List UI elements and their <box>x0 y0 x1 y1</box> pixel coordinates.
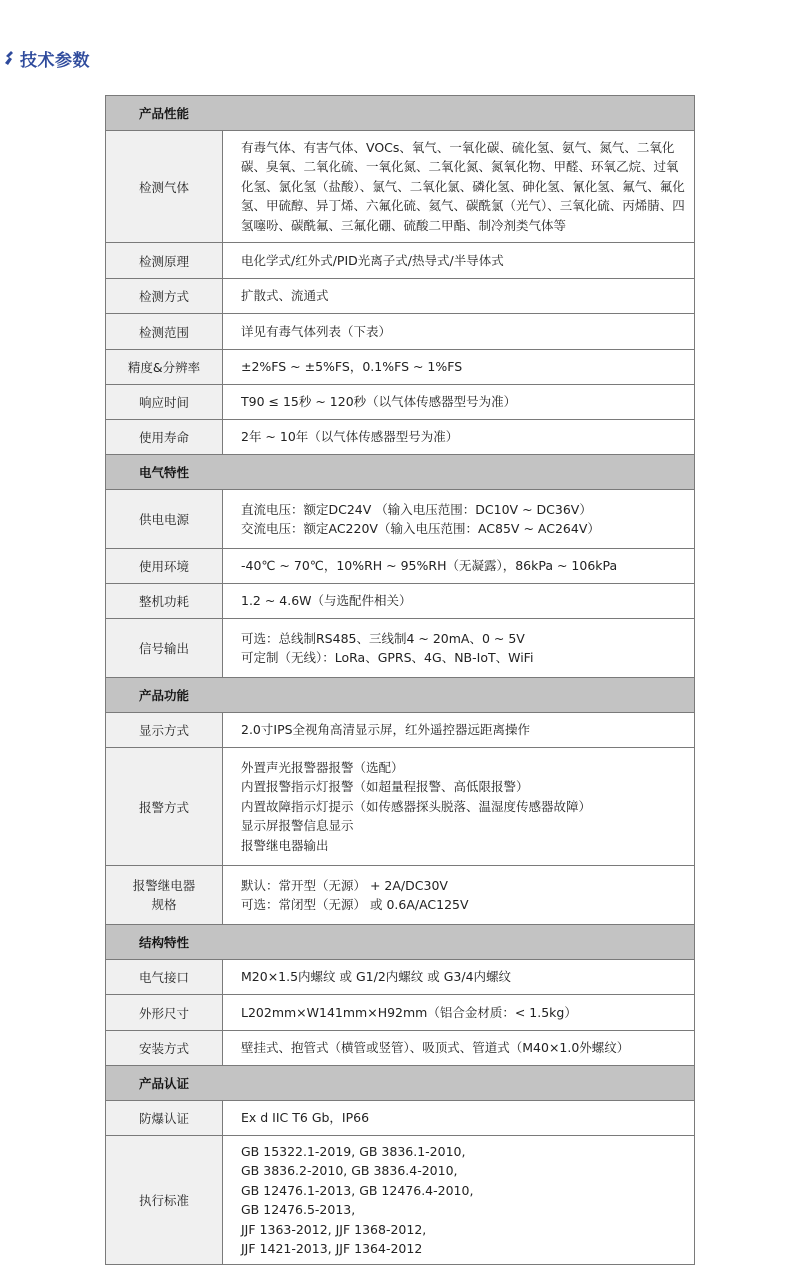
spec-value <box>223 314 695 350</box>
section-header <box>106 1066 695 1101</box>
spec-label: 信号输出 <box>106 619 223 678</box>
spec-row <box>106 314 695 350</box>
spec-value <box>223 866 695 925</box>
spec-label: 检测范围 <box>106 314 223 350</box>
spec-value-line: T90 ≤ 15秒 ~ 120秒（以气体传感器型号为准） <box>241 394 517 410</box>
spec-value <box>223 1031 695 1066</box>
section-header <box>106 925 695 960</box>
spec-value-line: 2.0寸IPS全视角高清显示屏，红外遥控器远距离操作 <box>241 722 531 738</box>
spec-row <box>106 995 695 1031</box>
spec-label: 安装方式 <box>106 1031 223 1066</box>
spec-row <box>106 713 695 748</box>
spec-label: 电气接口 <box>106 960 223 995</box>
section-title <box>2 46 90 70</box>
spec-label: 使用环境 <box>106 549 223 584</box>
spec-value-line: M20×1.5内螺纹 或 G1/2内螺纹 或 G3/4内螺纹 <box>241 969 512 985</box>
spec-row <box>106 420 695 455</box>
section-header-label: 结构特性 <box>106 925 695 960</box>
spec-value <box>223 584 695 619</box>
section-header <box>106 455 695 490</box>
spec-label: 外形尺寸 <box>106 995 223 1031</box>
spec-value-line: 内置故障指示灯提示（如传感器探头脱落、温湿度传感器故障） <box>241 798 592 814</box>
spec-value <box>223 1136 695 1265</box>
spec-value-line: 可选：总线制RS485、三线制4 ~ 20mA、0 ~ 5V <box>241 630 525 646</box>
spec-value-line: -40℃ ~ 70℃，10%RH ~ 95%RH（无凝露），86kPa ~ 106kPa <box>241 558 618 574</box>
spec-value <box>223 1101 695 1136</box>
spec-value-line: 内置报警指示灯报警（如超量程报警、高低限报警） <box>241 779 529 795</box>
spec-value-line: 可选：常闭型（无源） 或 0.6A/AC125V <box>241 897 469 912</box>
spec-row <box>106 279 695 314</box>
spec-value <box>223 490 695 549</box>
spec-row <box>106 243 695 279</box>
spec-value-line: 详见有毒气体列表（下表） <box>241 323 392 339</box>
spec-value <box>223 131 695 243</box>
spec-value-line: GB 15322.1-2019, GB 3836.1-2010, <box>241 1143 466 1159</box>
spec-label: 响应时间 <box>106 385 223 420</box>
spec-label: 检测原理 <box>106 243 223 279</box>
spec-value <box>223 713 695 748</box>
section-header <box>106 96 695 131</box>
spec-label-line: 报警继电器 <box>132 878 196 893</box>
spec-value-line: GB 3836.2-2010, GB 3836.4-2010, <box>241 1163 458 1178</box>
spec-row <box>106 350 695 385</box>
spec-label-line: 规格 <box>151 897 177 912</box>
spec-value-line: JJF 1421-2013, JJF 1364-2012 <box>241 1241 423 1256</box>
spec-value-line: 交流电压：额定AC220V（输入电压范围：AC85V ~ AC264V） <box>241 521 600 536</box>
spec-label: 报警方式 <box>106 748 223 866</box>
spec-row <box>106 131 695 243</box>
spec-value <box>223 420 695 455</box>
spec-value-line: 壁挂式、抱管式（横管或竖管）、吸顶式、管道式（M40×1.0外螺纹） <box>241 1040 630 1056</box>
spec-table <box>105 95 695 1265</box>
spec-label: 检测气体 <box>106 131 223 243</box>
page-title: 技术参数 <box>20 50 90 71</box>
spec-value-line: GB 12476.5-2013, <box>241 1202 356 1217</box>
section-header-label: 电气特性 <box>106 455 695 490</box>
spec-value-line: Ex d IIC T6 Gb，IP66 <box>241 1110 370 1126</box>
wrench-icon <box>2 49 16 67</box>
spec-value-line: 默认：常开型（无源） + 2A/DC30V <box>241 877 448 893</box>
spec-value <box>223 995 695 1031</box>
spec-value-line: GB 12476.1-2013, GB 12476.4-2010, <box>241 1182 474 1198</box>
spec-value-line: ±2%FS ~ ±5%FS，0.1%FS ~ 1%FS <box>241 359 463 375</box>
spec-label: 整机功耗 <box>106 584 223 619</box>
section-header-label: 产品功能 <box>106 678 695 713</box>
section-header <box>106 678 695 713</box>
spec-value-line: 1.2 ~ 4.6W（与选配件相关） <box>241 593 412 609</box>
spec-label: 执行标准 <box>106 1136 223 1265</box>
spec-value-line: 有毒气体、有害气体、VOCs、氧气、一氧化碳、硫化氢、氨气、氮气、二氧化碳、臭氧、二氧化硫、一氧化氮、二氧化氮、氮氧化物、甲醛、环氧乙烷、过氧化氢、氯化氢（盐酸）、氯气、二氧化氯、磷化氢、砷化氢、氰化氢、氟气、氟化氢、甲硫醇、异丁烯、六氟化硫、氦气、碳酰氯（光气）、三氧化硫、丙烯腈、四氢噻吩、碳酰氟、三氟化硼、硫酸二甲酯、制冷剂类气体等 <box>241 139 685 233</box>
spec-label: 显示方式 <box>106 713 223 748</box>
spec-value <box>223 960 695 995</box>
spec-label: 检测方式 <box>106 279 223 314</box>
spec-label: 供电电源 <box>106 490 223 549</box>
spec-value <box>223 549 695 584</box>
spec-value-line: 外置声光报警器报警（选配） <box>241 759 404 775</box>
spec-row <box>106 866 695 925</box>
spec-row <box>106 549 695 584</box>
spec-row <box>106 748 695 866</box>
spec-row <box>106 385 695 420</box>
spec-value-line: 可定制（无线）：LoRa、GPRS、4G、NB-IoT、WiFi <box>241 650 534 665</box>
spec-value <box>223 385 695 420</box>
spec-value <box>223 619 695 678</box>
spec-row <box>106 1031 695 1066</box>
spec-row <box>106 619 695 678</box>
spec-value <box>223 243 695 279</box>
spec-value-line: 显示屏报警信息显示 <box>241 818 354 834</box>
spec-row <box>106 960 695 995</box>
spec-label: 精度&分辨率 <box>106 350 223 385</box>
spec-value-line: L202mm×W141mm×H92mm（铝合金材质：< 1.5kg） <box>241 1004 577 1020</box>
section-header-label: 产品认证 <box>106 1066 695 1101</box>
spec-row <box>106 490 695 549</box>
spec-value <box>223 350 695 385</box>
spec-value-line: 电化学式/红外式/PID光离子式/热导式/半导体式 <box>241 252 504 268</box>
spec-value-line: 扩散式、流通式 <box>241 288 329 304</box>
section-header-label: 产品性能 <box>106 96 695 131</box>
spec-value <box>223 279 695 314</box>
spec-label: 使用寿命 <box>106 420 223 455</box>
spec-value-line: 报警继电器输出 <box>241 837 329 853</box>
spec-value-line: JJF 1363-2012, JJF 1368-2012, <box>241 1221 427 1237</box>
spec-label <box>106 866 223 925</box>
spec-label: 防爆认证 <box>106 1101 223 1136</box>
spec-value <box>223 748 695 866</box>
spec-row <box>106 1101 695 1136</box>
spec-row <box>106 584 695 619</box>
spec-value-line: 直流电压：额定DC24V （输入电压范围：DC10V ~ DC36V） <box>241 501 592 517</box>
spec-row <box>106 1136 695 1265</box>
spec-value-line: 2年 ~ 10年（以气体传感器型号为准） <box>241 429 459 445</box>
